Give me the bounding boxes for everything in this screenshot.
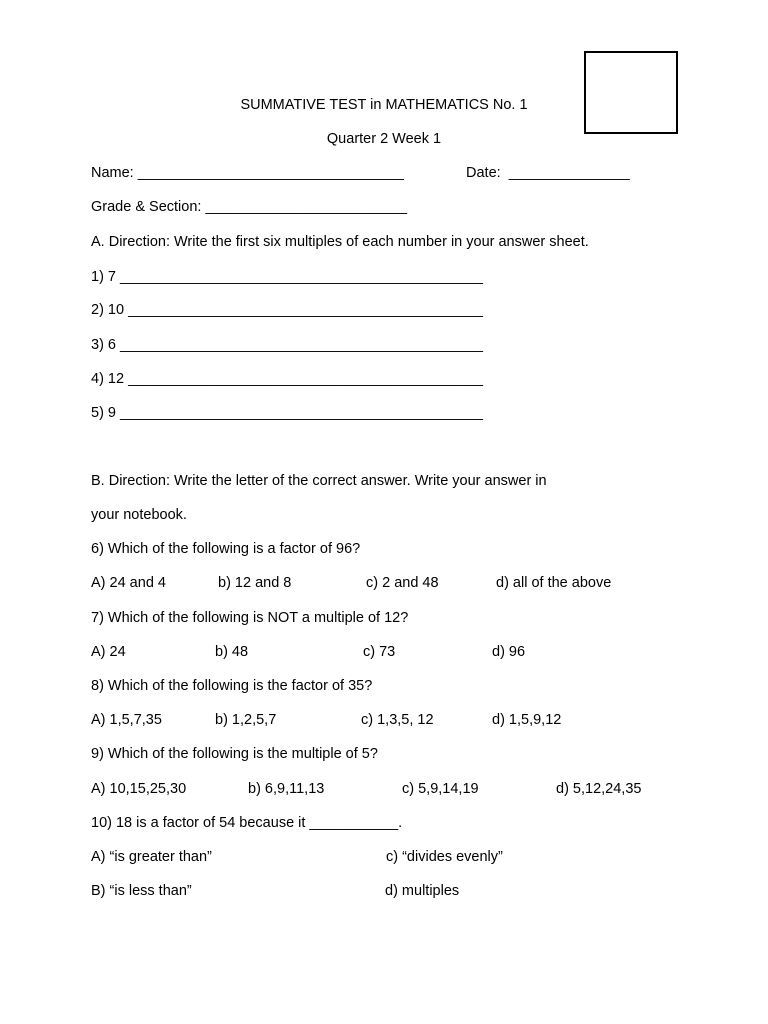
choice-b: b) 1,2,5,7 [215,712,277,728]
date-field: Date: _______________ [466,165,630,181]
choice-a: A) 24 and 4 [91,575,166,591]
score-box [584,51,678,134]
choice-b: b) 48 [215,644,249,660]
choice-c: c) 73 [363,644,396,660]
choice-b: b) 6,9,11,13 [248,781,325,797]
grade-section-field: Grade & Section: _________________________ [91,199,408,215]
choice-c: c) 1,3,5, 12 [361,712,434,728]
question-8: 8) Which of the following is the factor of 35? [91,678,373,694]
choice-d: d) multiples [385,883,460,899]
choice-d: d) 1,5,9,12 [492,712,562,728]
choice-c: c) “divides evenly” [386,849,503,865]
part-b-direction-continued: your notebook. [91,507,187,523]
question-7: 7) Which of the following is NOT a multiple of 12? [91,610,409,626]
choice-a: A) “is greater than” [91,849,212,865]
part-b-direction: B. Direction: Write the letter of the correct answer. Write your answer in [91,473,547,489]
question-9: 9) Which of the following is the multiple of 5? [91,746,378,762]
test-title: SUMMATIVE TEST in MATHEMATICS No. 1 [240,97,528,113]
question-10: 10) 18 is a factor of 54 because it ___________. [91,815,403,831]
choice-a: A) 24 [91,644,126,660]
choice-d: d) 96 [492,644,526,660]
part-a-item: 5) 9 _____________________________________________ [91,405,483,421]
choice-b: B) “is less than” [91,883,192,899]
name-field: Name: _________________________________ [91,165,404,181]
choice-c: c) 2 and 48 [366,575,439,591]
test-subtitle: Quarter 2 Week 1 [326,131,442,147]
part-a-item: 1) 7 _____________________________________________ [91,269,483,285]
choice-d: d) all of the above [496,575,612,591]
question-6: 6) Which of the following is a factor of 96? [91,541,361,557]
part-a-direction: A. Direction: Write the first six multiples of each number in your answer sheet. [91,234,589,250]
choice-c: c) 5,9,14,19 [402,781,479,797]
part-a-item: 3) 6 _____________________________________________ [91,337,483,353]
choice-b: b) 12 and 8 [218,575,292,591]
choice-a: A) 10,15,25,30 [91,781,187,797]
part-a-item: 2) 10 ____________________________________________ [91,302,483,318]
part-a-item: 4) 12 ____________________________________________ [91,371,483,387]
choice-d: d) 5,12,24,35 [556,781,642,797]
choice-a: A) 1,5,7,35 [91,712,162,728]
